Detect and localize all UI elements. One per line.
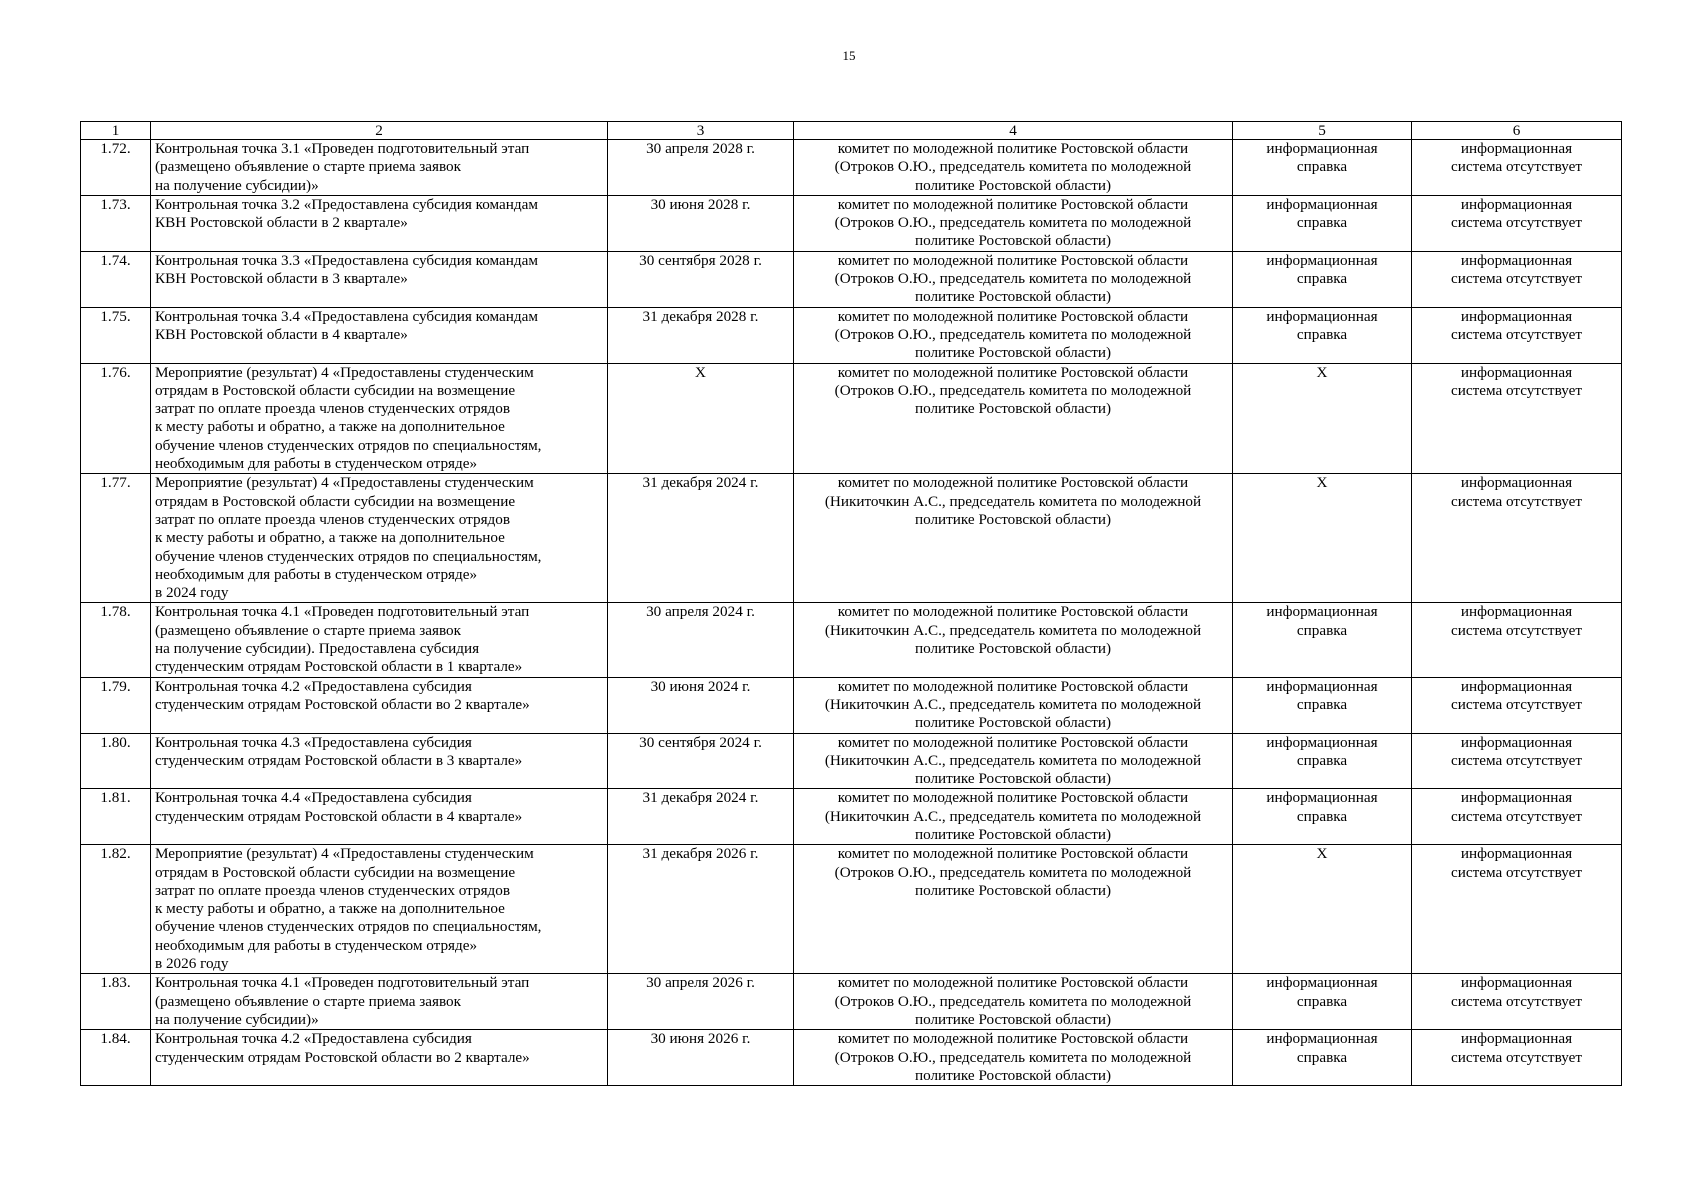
responsible-executor: комитет по молодежной политике Ростовской области (Никиточкин А.С., председатель комитета по молодежной политике Ростовской области) xyxy=(824,603,1202,658)
responsible-executor: комитет по молодежной политике Ростовской области (Никиточкин А.С., председатель комитета по молодежной политике Ростовской области) xyxy=(824,474,1202,528)
system-cell xyxy=(1412,974,1622,1030)
item-name: Контрольная точка 4.3 «Предоставлена субсидия студенческим отрядам Ростовской области в 3 квартале» xyxy=(155,733,523,769)
responsible-cell xyxy=(794,974,1233,1030)
confirming-document: информационная справка xyxy=(1266,251,1378,288)
column-header: 2 xyxy=(151,122,608,140)
document-cell xyxy=(1233,1030,1412,1086)
date-cell xyxy=(608,251,794,307)
column-header: 6 xyxy=(1412,122,1622,140)
item-name: Мероприятие (результат) 4 «Предоставлены студенческим отрядам в Ростовской области субсидии на возмещение затрат по оплате проезда членов студенческих отрядов к месту работы и обратно, а также на дополнительное обучение членов студенческих отрядов по специальностям, необходимым для работы в студенческом отряде» в 2026 году xyxy=(155,845,542,973)
name-cell xyxy=(151,1030,608,1086)
responsible-executor: комитет по молодежной политике Ростовской области (Никиточкин А.С., председатель комитета по молодежной политике Ростовской области) xyxy=(824,789,1202,843)
table-row xyxy=(81,677,1622,733)
system-cell xyxy=(1412,1030,1622,1086)
date-cell xyxy=(608,733,794,789)
name-cell xyxy=(151,603,608,677)
row-number-cell xyxy=(81,195,151,251)
row-number: 1.83. xyxy=(100,974,131,992)
item-name: Контрольная точка 3.1 «Проведен подготовительный этап (размещено объявление о старте приема заявок на получение субсидии)» xyxy=(155,140,530,194)
responsible-cell xyxy=(794,733,1233,789)
row-number: 1.73. xyxy=(100,195,131,213)
deadline-date: 30 июня 2024 г. xyxy=(650,677,751,695)
responsible-cell xyxy=(794,1030,1233,1086)
responsible-executor: комитет по молодежной политике Ростовской области (Отроков О.Ю., председатель комитета по молодежной политике Ростовской области) xyxy=(834,140,1192,194)
document-cell xyxy=(1233,733,1412,789)
name-cell xyxy=(151,789,608,845)
responsible-cell xyxy=(794,677,1233,733)
system-cell xyxy=(1412,789,1622,845)
name-cell xyxy=(151,733,608,789)
row-number-cell xyxy=(81,1030,151,1086)
responsible-cell xyxy=(794,845,1233,974)
header-row xyxy=(81,122,1622,140)
responsible-cell xyxy=(794,363,1233,474)
confirming-document: X xyxy=(1316,363,1328,381)
deadline-date: 30 июня 2026 г. xyxy=(650,1030,751,1048)
table-row xyxy=(81,307,1622,363)
confirming-document: информационная справка xyxy=(1266,603,1378,639)
table-row xyxy=(81,251,1622,307)
row-number: 1.78. xyxy=(100,603,131,621)
deadline-date: 31 декабря 2024 г. xyxy=(642,789,759,807)
name-cell xyxy=(151,140,608,196)
row-number: 1.84. xyxy=(100,1030,131,1048)
document-cell xyxy=(1233,251,1412,307)
system-cell xyxy=(1412,733,1622,789)
row-number-cell xyxy=(81,677,151,733)
document-cell xyxy=(1233,974,1412,1030)
row-number-cell xyxy=(81,733,151,789)
table-row xyxy=(81,474,1622,603)
document-cell xyxy=(1233,307,1412,363)
item-name: Контрольная точка 4.1 «Проведен подготовительный этап (размещено объявление о старте приема заявок на получение субсидии)» xyxy=(155,974,530,1028)
item-name: Контрольная точка 4.2 «Предоставлена субсидия студенческим отрядам Ростовской области во 2 квартале» xyxy=(155,677,530,713)
table-row xyxy=(81,845,1622,974)
item-name: Контрольная точка 4.1 «Проведен подготовительный этап (размещено объявление о старте приема заявок на получение субсидии). Предоставлена субсидия студенческим отрядам Ростовской области в 1 квартале» xyxy=(155,603,530,676)
information-system: информационная система отсутствует xyxy=(1450,677,1582,713)
system-cell xyxy=(1412,474,1622,603)
responsible-cell xyxy=(794,251,1233,307)
confirming-document: информационная справка xyxy=(1266,307,1378,343)
row-number-cell xyxy=(81,974,151,1030)
deadline-date: 30 апреля 2028 г. xyxy=(646,140,755,157)
responsible-executor: комитет по молодежной политике Ростовской области (Отроков О.Ю., председатель комитета по молодежной политике Ростовской области) xyxy=(834,1030,1192,1084)
responsible-cell xyxy=(794,307,1233,363)
deadline-date: 30 сентября 2028 г. xyxy=(639,251,762,269)
page-number: 15 xyxy=(842,48,856,63)
name-cell xyxy=(151,845,608,974)
date-cell xyxy=(608,974,794,1030)
date-cell xyxy=(608,789,794,845)
information-system: информационная система отсутствует xyxy=(1450,603,1582,639)
document-cell xyxy=(1233,789,1412,845)
item-name: Мероприятие (результат) 4 «Предоставлены студенческим отрядам в Ростовской области субсидии на возмещение затрат по оплате проезда членов студенческих отрядов к месту работы и обратно, а также на дополнительное обучение членов студенческих отрядов по специальностям, необходимым для работы в студенческом отряде» в 2024 году xyxy=(155,474,542,602)
information-system: информационная система отсутствует xyxy=(1450,733,1582,769)
confirming-document: информационная справка xyxy=(1266,974,1378,1010)
deadline-date: X xyxy=(695,363,706,381)
system-cell xyxy=(1412,677,1622,733)
date-cell xyxy=(608,677,794,733)
row-number-cell xyxy=(81,307,151,363)
row-number: 1.72. xyxy=(100,140,131,157)
name-cell xyxy=(151,677,608,733)
row-number: 1.82. xyxy=(100,845,131,863)
name-cell xyxy=(151,251,608,307)
confirming-document: информационная справка xyxy=(1266,1030,1378,1066)
deadline-date: 30 июня 2028 г. xyxy=(650,195,751,213)
information-system: информационная система отсутствует xyxy=(1450,789,1582,825)
date-cell xyxy=(608,140,794,196)
name-cell xyxy=(151,474,608,603)
column-header: 5 xyxy=(1233,122,1412,140)
table-row xyxy=(81,733,1622,789)
table-row xyxy=(81,195,1622,251)
document-cell xyxy=(1233,603,1412,677)
information-system: информационная система отсутствует xyxy=(1450,251,1582,288)
document-cell xyxy=(1233,363,1412,474)
row-number-cell xyxy=(81,845,151,974)
document-cell xyxy=(1233,474,1412,603)
information-system: информационная система отсутствует xyxy=(1450,1030,1582,1066)
row-number: 1.81. xyxy=(100,789,131,807)
date-cell xyxy=(608,1030,794,1086)
row-number-cell xyxy=(81,474,151,603)
system-cell xyxy=(1412,251,1622,307)
table-row xyxy=(81,1030,1622,1086)
document-cell xyxy=(1233,677,1412,733)
responsible-executor: комитет по молодежной политике Ростовской области (Отроков О.Ю., председатель комитета по молодежной политике Ростовской области) xyxy=(834,363,1192,418)
confirming-document: информационная справка xyxy=(1266,195,1378,232)
date-cell xyxy=(608,845,794,974)
table-row xyxy=(81,363,1622,474)
table-row xyxy=(81,789,1622,845)
row-number-cell xyxy=(81,603,151,677)
column-header: 1 xyxy=(81,122,151,140)
row-number: 1.80. xyxy=(100,733,131,751)
information-system: информационная система отсутствует xyxy=(1450,974,1582,1010)
table-row xyxy=(81,603,1622,677)
date-cell xyxy=(608,307,794,363)
row-number-cell xyxy=(81,363,151,474)
table-row xyxy=(81,974,1622,1030)
row-number-cell xyxy=(81,789,151,845)
information-system: информационная система отсутствует xyxy=(1450,140,1582,176)
column-header: 4 xyxy=(794,122,1233,140)
item-name: Контрольная точка 3.4 «Предоставлена субсидия командам КВН Ростовской области в 4 квартале» xyxy=(155,307,538,343)
row-number: 1.77. xyxy=(100,474,131,492)
responsible-executor: комитет по молодежной политике Ростовской области (Отроков О.Ю., председатель комитета по молодежной политике Ростовской области) xyxy=(834,974,1192,1028)
item-name: Контрольная точка 4.2 «Предоставлена субсидия студенческим отрядам Ростовской области во 2 квартале» xyxy=(155,1030,530,1066)
information-system: информационная система отсутствует xyxy=(1450,195,1582,232)
item-name: Мероприятие (результат) 4 «Предоставлены студенческим отрядам в Ростовской области субсидии на возмещение затрат по оплате проезда членов студенческих отрядов к месту работы и обратно, а также на дополнительное обучение членов студенческих отрядов по специальностям, необходимым для работы в студенческом отряде» xyxy=(155,363,542,473)
information-system: информационная система отсутствует xyxy=(1450,474,1582,510)
responsible-executor: комитет по молодежной политике Ростовской области (Отроков О.Ю., председатель комитета по молодежной политике Ростовской области) xyxy=(834,307,1192,362)
system-cell xyxy=(1412,307,1622,363)
row-number: 1.76. xyxy=(100,363,131,381)
column-header: 3 xyxy=(608,122,794,140)
confirming-document: информационная справка xyxy=(1266,789,1378,825)
responsible-cell xyxy=(794,140,1233,196)
row-number: 1.75. xyxy=(100,307,131,325)
date-cell xyxy=(608,363,794,474)
date-cell xyxy=(608,474,794,603)
deadline-date: 30 апреля 2026 г. xyxy=(646,974,755,992)
name-cell xyxy=(151,195,608,251)
row-number-cell xyxy=(81,140,151,196)
plan-table xyxy=(80,121,1622,1086)
responsible-executor: комитет по молодежной политике Ростовской области (Никиточкин А.С., председатель комитета по молодежной политике Ростовской области) xyxy=(824,733,1202,788)
responsible-cell xyxy=(794,195,1233,251)
responsible-executor: комитет по молодежной политике Ростовской области (Отроков О.Ю., председатель комитета по молодежной политике Ростовской области) xyxy=(834,251,1192,306)
system-cell xyxy=(1412,195,1622,251)
deadline-date: 30 сентября 2024 г. xyxy=(639,733,762,751)
date-cell xyxy=(608,603,794,677)
system-cell xyxy=(1412,140,1622,196)
document-cell xyxy=(1233,195,1412,251)
table-body xyxy=(81,140,1622,1086)
confirming-document: информационная справка xyxy=(1266,677,1378,713)
system-cell xyxy=(1412,363,1622,474)
table-row xyxy=(81,140,1622,196)
system-cell xyxy=(1412,845,1622,974)
information-system: информационная система отсутствует xyxy=(1450,363,1582,399)
confirming-document: X xyxy=(1316,474,1328,492)
responsible-executor: комитет по молодежной политике Ростовской области (Отроков О.Ю., председатель комитета по молодежной политике Ростовской области) xyxy=(834,195,1192,250)
name-cell xyxy=(151,307,608,363)
deadline-date: 30 апреля 2024 г. xyxy=(646,603,755,621)
item-name: Контрольная точка 3.3 «Предоставлена субсидия командам КВН Ростовской области в 3 квартале» xyxy=(155,251,538,288)
document-cell xyxy=(1233,845,1412,974)
responsible-cell xyxy=(794,789,1233,845)
item-name: Контрольная точка 4.4 «Предоставлена субсидия студенческим отрядам Ростовской области в 4 квартале» xyxy=(155,789,523,825)
information-system: информационная система отсутствует xyxy=(1450,845,1582,881)
confirming-document: информационная справка xyxy=(1266,733,1378,769)
row-number: 1.79. xyxy=(100,677,131,695)
deadline-date: 31 декабря 2026 г. xyxy=(642,845,759,863)
information-system: информационная система отсутствует xyxy=(1450,307,1582,343)
responsible-cell xyxy=(794,474,1233,603)
deadline-date: 31 декабря 2024 г. xyxy=(642,474,759,492)
responsible-executor: комитет по молодежной политике Ростовской области (Никиточкин А.С., председатель комитета по молодежной политике Ростовской области) xyxy=(824,677,1202,732)
responsible-executor: комитет по молодежной политике Ростовской области (Отроков О.Ю., председатель комитета по молодежной политике Ростовской области) xyxy=(834,845,1192,899)
name-cell xyxy=(151,974,608,1030)
row-number: 1.74. xyxy=(100,251,131,269)
date-cell xyxy=(608,195,794,251)
row-number-cell xyxy=(81,251,151,307)
deadline-date: 31 декабря 2028 г. xyxy=(642,307,759,325)
item-name: Контрольная точка 3.2 «Предоставлена субсидия командам КВН Ростовской области в 2 квартале» xyxy=(155,195,538,232)
system-cell xyxy=(1412,603,1622,677)
document-cell xyxy=(1233,140,1412,196)
responsible-cell xyxy=(794,603,1233,677)
name-cell xyxy=(151,363,608,474)
confirming-document: X xyxy=(1316,845,1328,863)
confirming-document: информационная справка xyxy=(1266,140,1378,176)
